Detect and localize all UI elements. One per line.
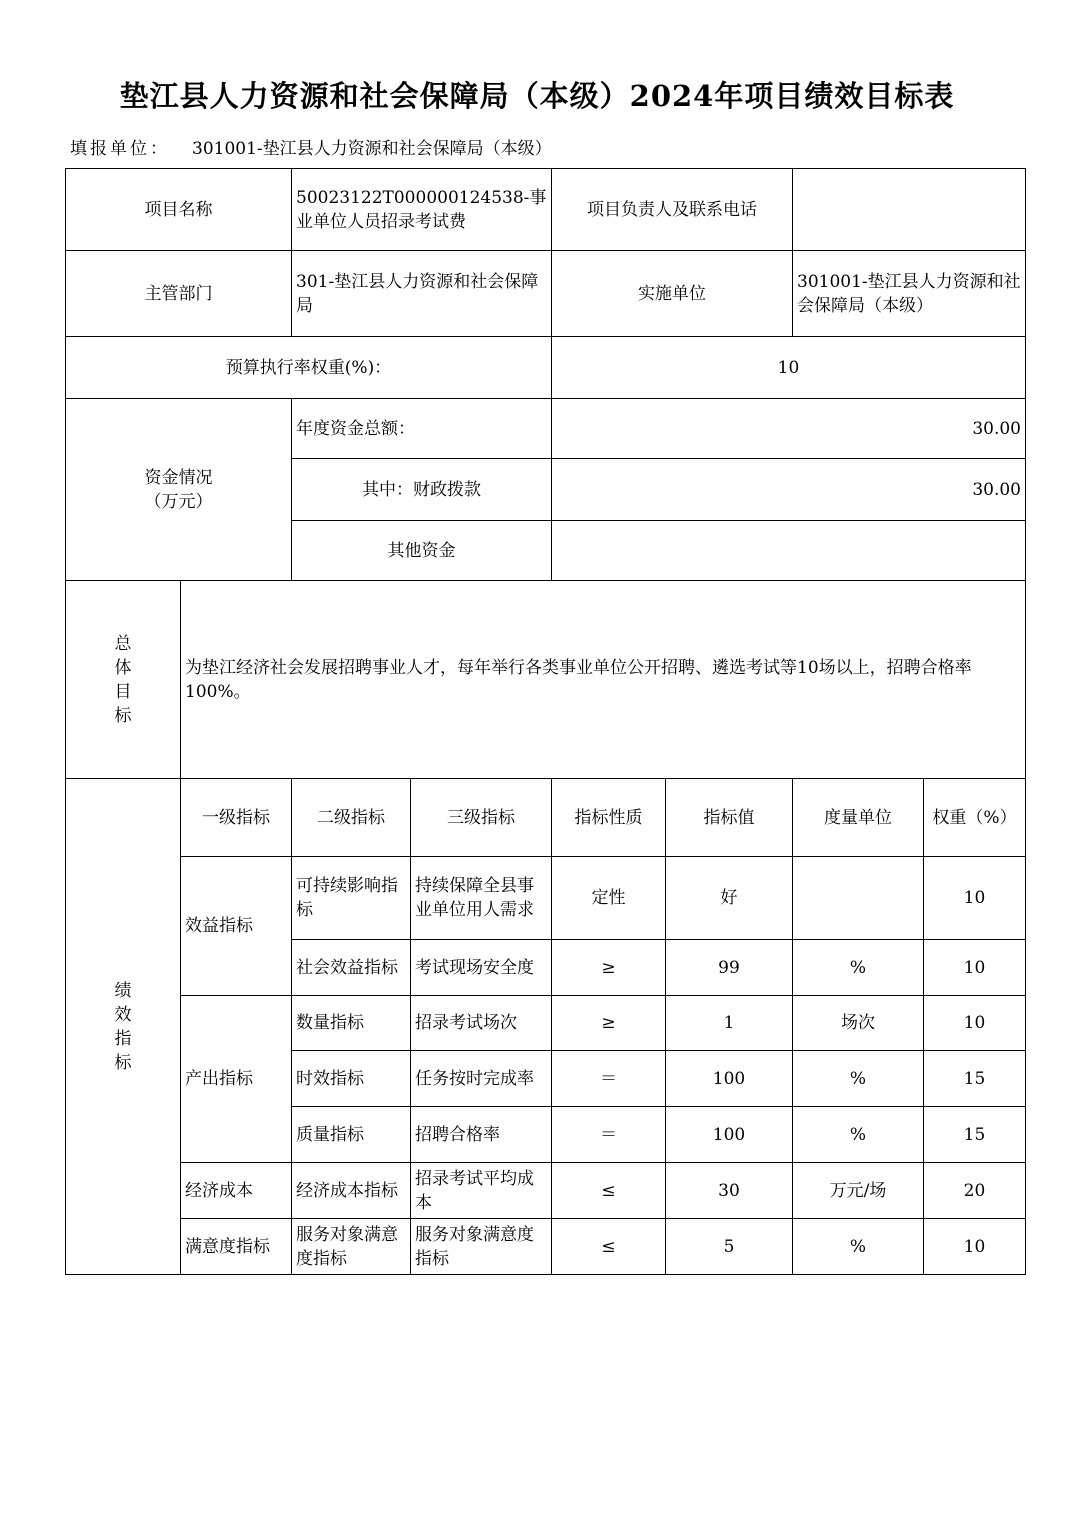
dept-label: 主管部门	[66, 251, 292, 337]
header-level2: 二级指标	[292, 779, 411, 857]
nature-cell: 定性	[552, 857, 666, 940]
level3-cell: 持续保障全县事业单位用人需求	[411, 857, 552, 940]
funds-label	[66, 399, 292, 581]
funds-fiscal-label: 其中：财政拨款	[292, 459, 552, 521]
level3-cell: 任务按时完成率	[411, 1051, 552, 1107]
nature-cell: ≥	[552, 996, 666, 1051]
level3-cell: 服务对象满意度指标	[411, 1219, 552, 1275]
value-cell: 99	[666, 940, 793, 996]
filler-value: 301001-垫江县人力资源和社会保障局（本级）	[192, 139, 552, 159]
nature-cell: ≤	[552, 1163, 666, 1219]
value-cell: 5	[666, 1219, 793, 1275]
table-row	[66, 1219, 1026, 1275]
performance-table	[65, 168, 1026, 1275]
table-row	[66, 1163, 1026, 1219]
indicators-label-char: 绩	[114, 980, 132, 1001]
funds-total-row	[66, 399, 1026, 459]
indicators-label	[66, 779, 181, 1275]
weight-cell: 15	[924, 1051, 1026, 1107]
level2-cell: 数量指标	[292, 996, 411, 1051]
indicator-header-row	[66, 779, 1026, 857]
nature-cell: ＝	[552, 1051, 666, 1107]
funds-total-label: 年度资金总额：	[292, 399, 552, 459]
level1-cell: 效益指标	[181, 857, 292, 996]
contact-value	[793, 169, 1026, 251]
table-row	[66, 857, 1026, 940]
level2-cell: 时效指标	[292, 1051, 411, 1107]
unit-cell: %	[793, 1051, 924, 1107]
impl-label: 实施单位	[552, 251, 793, 337]
level2-cell: 可持续影响指标	[292, 857, 411, 940]
level3-cell: 招录考试平均成本	[411, 1163, 552, 1219]
project-name-label: 项目名称	[66, 169, 292, 251]
funds-fiscal-value: 30.00	[552, 459, 1026, 521]
goal-label-char: 标	[114, 705, 132, 726]
indicators-label-char: 指	[114, 1028, 132, 1049]
header-value: 指标值	[666, 779, 793, 857]
header-unit: 度量单位	[793, 779, 924, 857]
unit-cell: 场次	[793, 996, 924, 1051]
unit-cell: %	[793, 940, 924, 996]
goal-label	[66, 581, 181, 779]
header-level1: 一级指标	[181, 779, 292, 857]
unit-cell: %	[793, 1219, 924, 1275]
weight-cell: 10	[924, 940, 1026, 996]
project-name-row	[66, 169, 1026, 251]
level3-cell: 考试现场安全度	[411, 940, 552, 996]
header-level3: 三级指标	[411, 779, 552, 857]
funds-label-line2: （万元）	[144, 491, 213, 512]
nature-cell: ≤	[552, 1219, 666, 1275]
level2-cell: 质量指标	[292, 1107, 411, 1163]
indicators-label-char: 标	[114, 1052, 132, 1073]
weight-cell: 10	[924, 1219, 1026, 1275]
table-row	[66, 996, 1026, 1051]
funds-total-value: 30.00	[552, 399, 1026, 459]
header-nature: 指标性质	[552, 779, 666, 857]
level3-cell: 招聘合格率	[411, 1107, 552, 1163]
indicators-label-char: 效	[114, 1004, 132, 1025]
level1-cell: 经济成本	[181, 1163, 292, 1219]
contact-label: 项目负责人及联系电话	[552, 169, 793, 251]
filler-line	[70, 134, 552, 159]
project-name-value: 50023122T000000124538-事业单位人员招录考试费	[292, 169, 552, 251]
funds-label-line1: 资金情况	[144, 467, 213, 488]
level2-cell: 服务对象满意度指标	[292, 1219, 411, 1275]
budget-weight-value: 10	[552, 337, 1026, 399]
funds-other-label: 其他资金	[292, 521, 552, 581]
goal-row	[66, 581, 1026, 779]
weight-cell: 10	[924, 857, 1026, 940]
level3-cell: 招录考试场次	[411, 996, 552, 1051]
value-cell: 100	[666, 1107, 793, 1163]
goal-label-char: 总	[114, 633, 132, 654]
goal-label-char: 目	[114, 681, 132, 702]
unit-cell: %	[793, 1107, 924, 1163]
page-title: 垫江县人力资源和社会保障局（本级）2024年项目绩效目标表	[119, 79, 955, 113]
dept-value: 301-垫江县人力资源和社会保障局	[292, 251, 552, 337]
funds-other-value	[552, 521, 1026, 581]
value-cell: 30	[666, 1163, 793, 1219]
goal-text: 为垫江经济社会发展招聘事业人才，每年举行各类事业单位公开招聘、遴选考试等10场以上，招聘合格率100%。	[181, 581, 1026, 779]
weight-cell: 15	[924, 1107, 1026, 1163]
weight-cell: 10	[924, 996, 1026, 1051]
value-cell: 100	[666, 1051, 793, 1107]
budget-weight-label: 预算执行率权重(%)：	[66, 337, 552, 399]
nature-cell: ≥	[552, 940, 666, 996]
level2-cell: 经济成本指标	[292, 1163, 411, 1219]
level2-cell: 社会效益指标	[292, 940, 411, 996]
weight-cell: 20	[924, 1163, 1026, 1219]
impl-value: 301001-垫江县人力资源和社会保障局（本级）	[793, 251, 1026, 337]
header-weight: 权重（%）	[924, 779, 1026, 857]
goal-label-char: 体	[114, 657, 132, 678]
unit-cell	[793, 857, 924, 940]
dept-row	[66, 251, 1026, 337]
value-cell: 1	[666, 996, 793, 1051]
nature-cell: ＝	[552, 1107, 666, 1163]
filler-label: 填报单位：	[70, 139, 170, 159]
level1-cell: 满意度指标	[181, 1219, 292, 1275]
weight-row	[66, 337, 1026, 399]
unit-cell: 万元/场	[793, 1163, 924, 1219]
value-cell: 好	[666, 857, 793, 940]
level1-cell: 产出指标	[181, 996, 292, 1163]
